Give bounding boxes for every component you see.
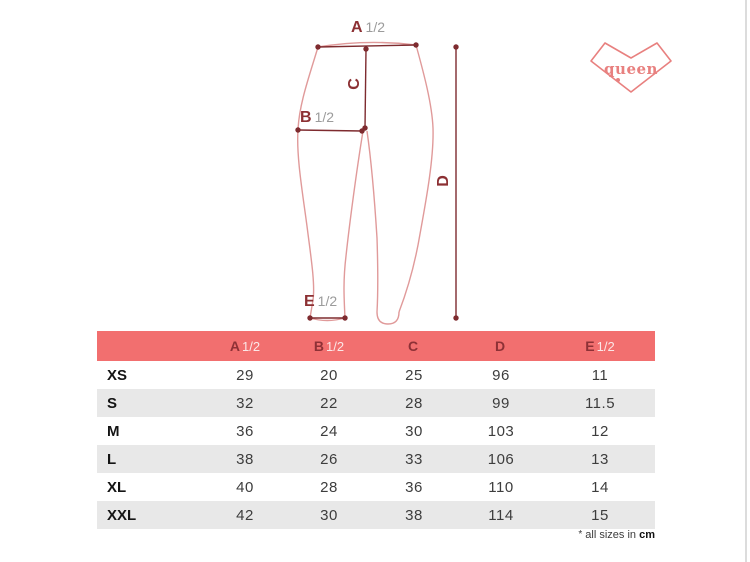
value-cell: 12 — [591, 422, 609, 440]
dimension-fraction-a: 1/2 — [365, 19, 386, 35]
value-cell: 25 — [405, 366, 423, 384]
value-cell: 29 — [236, 366, 254, 384]
dimension-letter-d: D — [435, 175, 452, 187]
value-cell: 96 — [492, 366, 510, 384]
value-cell: 30 — [320, 506, 338, 524]
value-cell: 32 — [236, 394, 254, 412]
value-cell: 36 — [236, 422, 254, 440]
dimension-fraction-b: 1/2 — [314, 109, 335, 125]
value-cell: 36 — [405, 478, 423, 496]
footnote-unit: cm — [639, 529, 655, 541]
header-col-e: E 1/2 — [585, 338, 615, 354]
header-size-cell — [97, 331, 203, 361]
table-row-xs — [97, 361, 655, 389]
header-col-c: C — [407, 338, 419, 354]
value-cell: 38 — [405, 506, 423, 524]
value-cell: 33 — [405, 450, 423, 468]
dimension-label-b — [300, 110, 334, 126]
value-cell: 38 — [236, 450, 254, 468]
table-row-m — [97, 417, 655, 445]
logo-text: queen — [604, 60, 658, 78]
table-row-xxl — [97, 501, 655, 529]
size-table-header — [97, 331, 655, 361]
logo-droplet-icon — [616, 78, 620, 82]
value-cell: 42 — [236, 506, 254, 524]
header-col-a: A 1/2 — [229, 338, 261, 354]
value-cell: 20 — [320, 366, 338, 384]
value-cell: 28 — [405, 394, 423, 412]
size-cell: XXL — [107, 506, 137, 524]
image-right-border — [745, 0, 747, 562]
value-cell: 13 — [591, 450, 609, 468]
dimension-letter-c: C — [346, 78, 363, 90]
dimension-letter-e: E — [304, 293, 315, 310]
value-cell: 40 — [236, 478, 254, 496]
value-cell: 99 — [492, 394, 510, 412]
size-table — [97, 331, 655, 529]
size-cell: S — [107, 394, 118, 412]
value-cell: 14 — [591, 478, 609, 496]
header-col-b: B 1/2 — [313, 338, 345, 354]
value-cell: 15 — [591, 506, 609, 524]
value-cell: 24 — [320, 422, 338, 440]
dimension-letter-b: B — [300, 109, 312, 126]
value-cell: 26 — [320, 450, 338, 468]
dimension-fraction-e: 1/2 — [317, 293, 338, 309]
value-cell: 110 — [488, 478, 514, 496]
table-row-xl — [97, 473, 655, 501]
queen-heart-logo — [588, 36, 674, 96]
table-row-l — [97, 445, 655, 473]
dimension-letter-a: A — [350, 19, 363, 36]
size-cell: XS — [107, 366, 128, 384]
value-cell: 11.5 — [584, 394, 616, 412]
value-cell: 11 — [591, 366, 609, 384]
size-cell: M — [107, 422, 120, 440]
value-cell: 106 — [487, 450, 515, 468]
table-row-s — [97, 389, 655, 417]
header-col-d: D — [494, 338, 506, 354]
dimension-label-c — [343, 72, 367, 96]
size-cell: L — [107, 450, 117, 468]
footnote-text: all sizes in — [582, 529, 640, 541]
dimension-label-a — [339, 20, 397, 36]
leggings-diagram — [286, 16, 486, 332]
dimension-label-e — [304, 294, 337, 310]
value-cell: 22 — [320, 394, 338, 412]
units-footnote — [97, 529, 655, 541]
footnote-asterisk: * — [578, 529, 583, 540]
value-cell: 103 — [487, 422, 515, 440]
value-cell: 30 — [405, 422, 423, 440]
value-cell: 28 — [320, 478, 338, 496]
value-cell: 114 — [488, 506, 514, 524]
dimension-label-d — [432, 169, 456, 193]
size-cell: XL — [107, 478, 127, 496]
